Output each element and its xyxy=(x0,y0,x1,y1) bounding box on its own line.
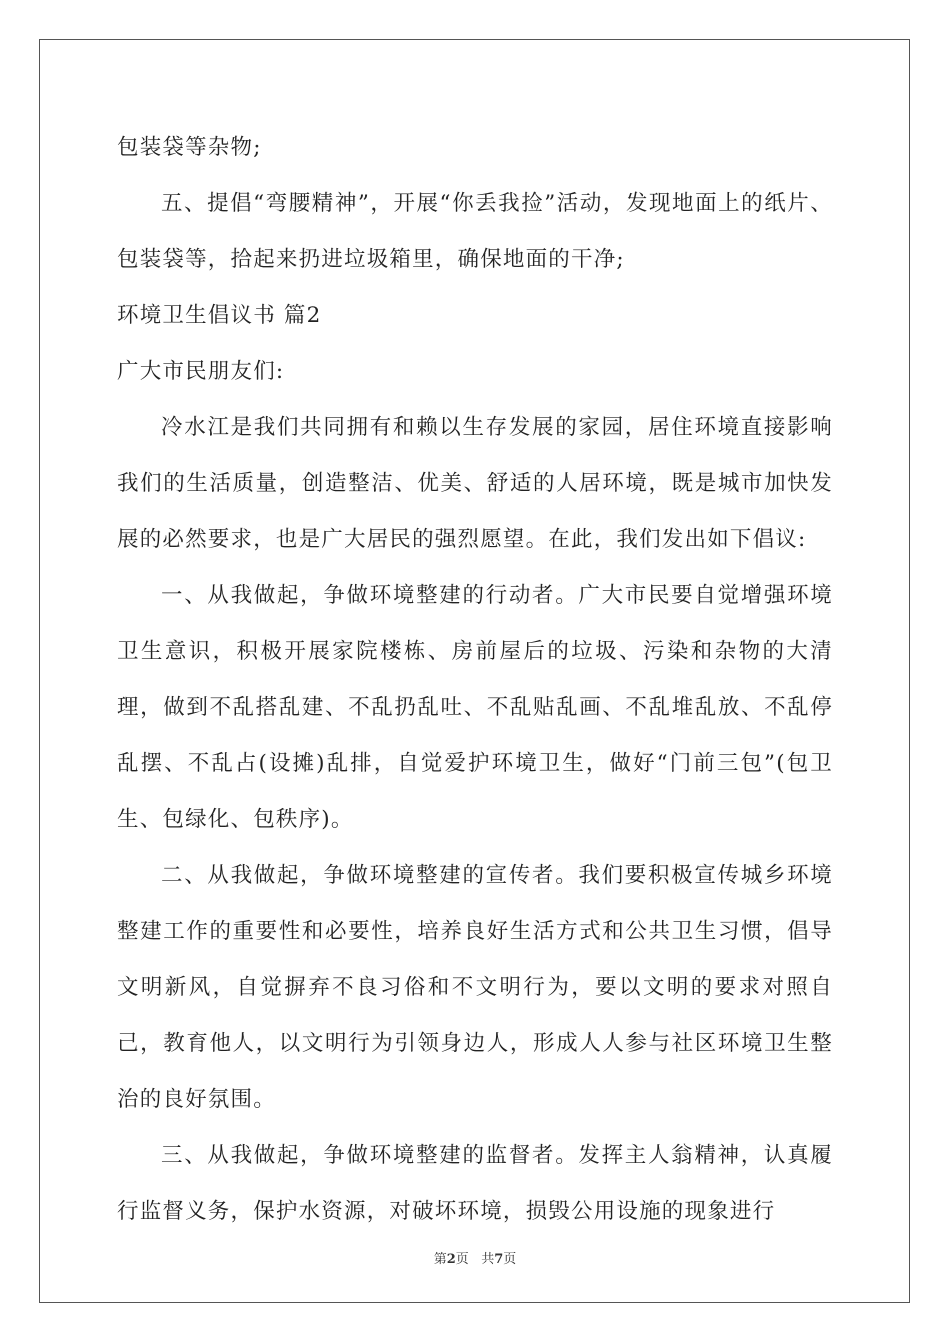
total-page-count: 7 xyxy=(494,1252,504,1267)
section-heading: 环境卫生倡议书 篇2 xyxy=(117,303,322,328)
total-prefix: 共 xyxy=(481,1252,495,1267)
paragraph: 五、提倡“弯腰精神”，开展“你丢我捡”活动，发现地面上的纸片、包装袋等，拾起来扔进垃圾箱里，确保地面的干净; xyxy=(117,191,833,272)
paragraph: 一、从我做起，争做环境整建的行动者。广大市民要自觉增强环境卫生意识，积极开展家院楼栋、房前屋后的垃圾、污染和杂物的大清理，做到不乱搭乱建、不乱扔乱吐、不乱贴乱画、不乱堆乱放、不乱停乱摆、不乱占(设摊)乱排，自觉爱护环境卫生，做好“门前三包”(包卫生、包绿化、包秩序)。 xyxy=(117,583,833,832)
paragraph: 二、从我做起，争做环境整建的宣传者。我们要积极宣传城乡环境整建工作的重要性和必要性，培养良好生活方式和公共卫生习惯，倡导文明新风，自觉摒弃不良习俗和不文明行为，要以文明的要求对照自己，教育他人，以文明行为引领身边人，形成人人参与社区环境卫生整治的良好氛围。 xyxy=(117,863,833,1112)
paragraph: 包装袋等杂物; xyxy=(117,135,262,160)
paragraph: 三、从我做起，争做环境整建的监督者。发挥主人翁精神，认真履行监督义务，保护水资源，对破坏环境，损毁公用设施的现象进行 xyxy=(117,1143,833,1224)
paragraph: 冷水江是我们共同拥有和赖以生存发展的家园，居住环境直接影响我们的生活质量，创造整洁、优美、舒适的人居环境，既是城市加快发展的必然要求，也是广大居民的强烈愿望。在此，我们发出如下倡议: xyxy=(117,415,833,552)
current-page-number: 2 xyxy=(446,1252,456,1267)
salutation: 广大市民朋友们: xyxy=(117,359,285,384)
page-prefix: 第 xyxy=(433,1252,447,1267)
page-suffix: 页 xyxy=(455,1252,469,1267)
document-body xyxy=(117,120,833,1240)
page-number-footer xyxy=(0,1248,950,1267)
total-suffix: 页 xyxy=(503,1252,517,1267)
